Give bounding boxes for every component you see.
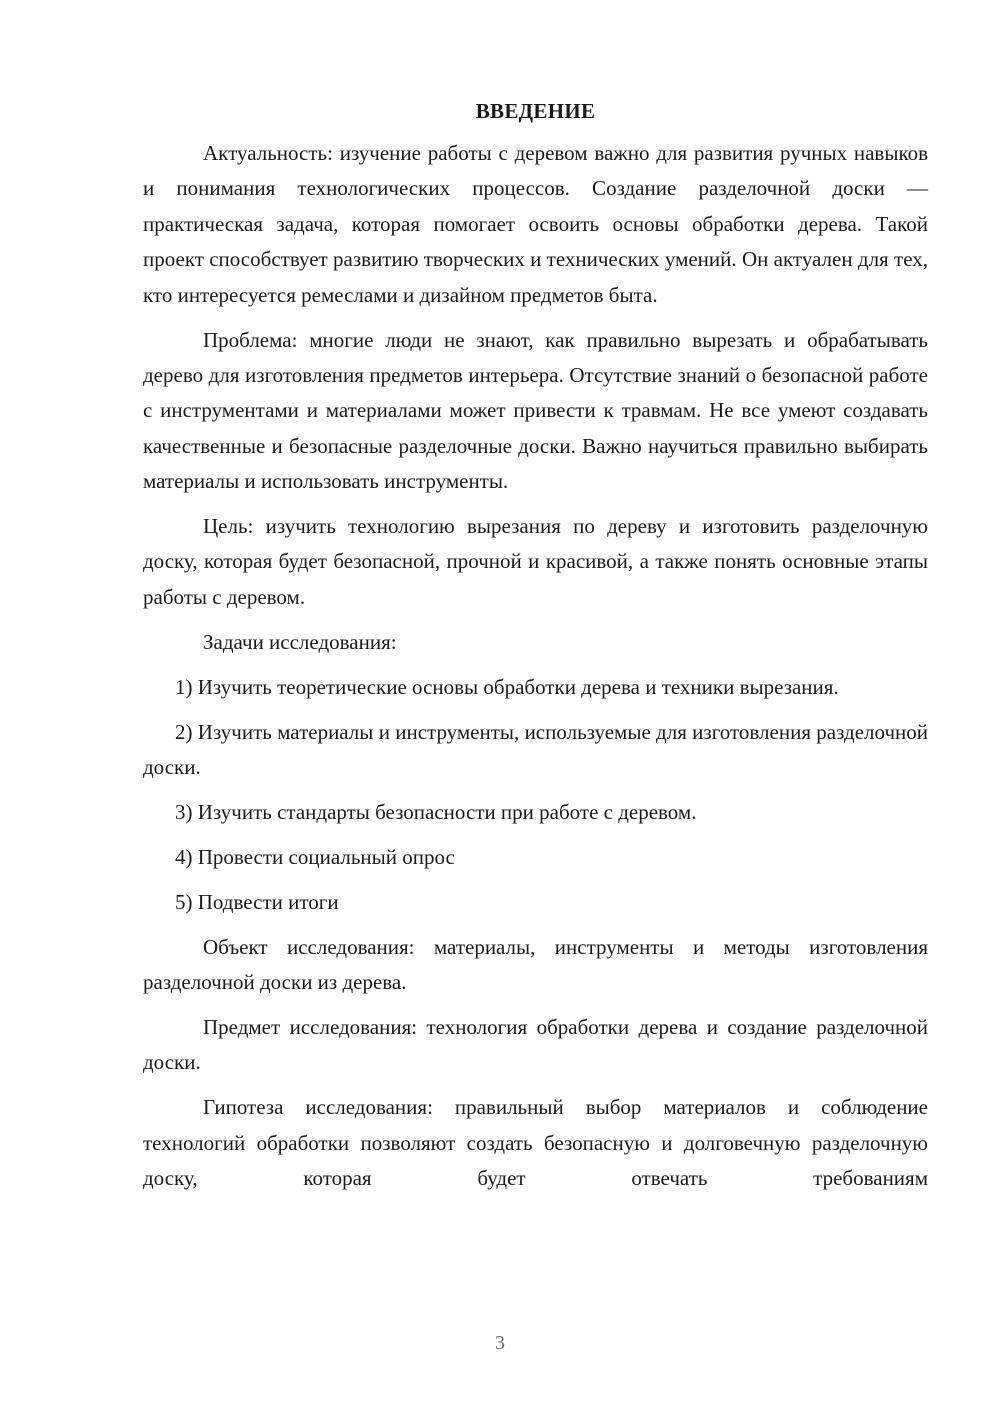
task-item-2: 2) Изучить материалы и инструменты, используемые для изготовления разделочной доски. — [143, 719, 928, 779]
page-number: 3 — [495, 1332, 505, 1354]
paragraph-hypothesis: Гипотеза исследования: правильный выбор материалов и соблюдение технологий обработки позволяют создать безопасную и долговечную разделочную доску, которая будет отвечать требованиям — [143, 1095, 928, 1191]
task-item-5: 5) Подвести итоги — [175, 889, 339, 914]
task-item-1: 1) Изучить теоретические основы обработки дерева и техники вырезания. — [175, 674, 839, 699]
paragraph-object: Объект исследования: материалы, инструменты и методы изготовления разделочной доски из дерева. — [143, 934, 928, 995]
paragraph-subject: Предмет исследования: технология обработки дерева и создание разделочной доски. — [143, 1014, 928, 1075]
section-title: ВВЕДЕНИЕ — [475, 99, 596, 123]
paragraph-tasks-heading: Задачи исследования: — [203, 629, 397, 654]
paragraph-relevance: Актуальность: изучение работы с деревом важно для развития ручных навыков и понимания технологических процессов. Создание разделочной доски — практическая задача, которая помогает освоить основы обработки дерева. Такой проект способствует развитию творческих и технических умений. Он актуален для тех, кто интересуется ремеслами и дизайном предметов быта. — [143, 141, 928, 307]
task-item-3: 3) Изучить стандарты безопасности при работе с деревом. — [175, 799, 697, 824]
paragraph-goal: Цель: изучить технологию вырезания по дереву и изготовить разделочную доску, которая будет безопасной, прочной и красивой, а также понять основные этапы работы с деревом. — [143, 514, 928, 609]
page-content — [143, 94, 928, 1206]
task-item-4: 4) Провести социальный опрос — [175, 844, 455, 869]
paragraph-problem: Проблема: многие люди не знают, как правильно вырезать и обрабатывать дерево для изготовления предметов интерьера. Отсутствие знаний о безопасной работе с инструментами и материалами может привести к травмам. Не все умеют создавать качественные и безопасные разделочные доски. Важно научиться правильно выбирать материалы и использовать инструменты. — [143, 327, 928, 494]
